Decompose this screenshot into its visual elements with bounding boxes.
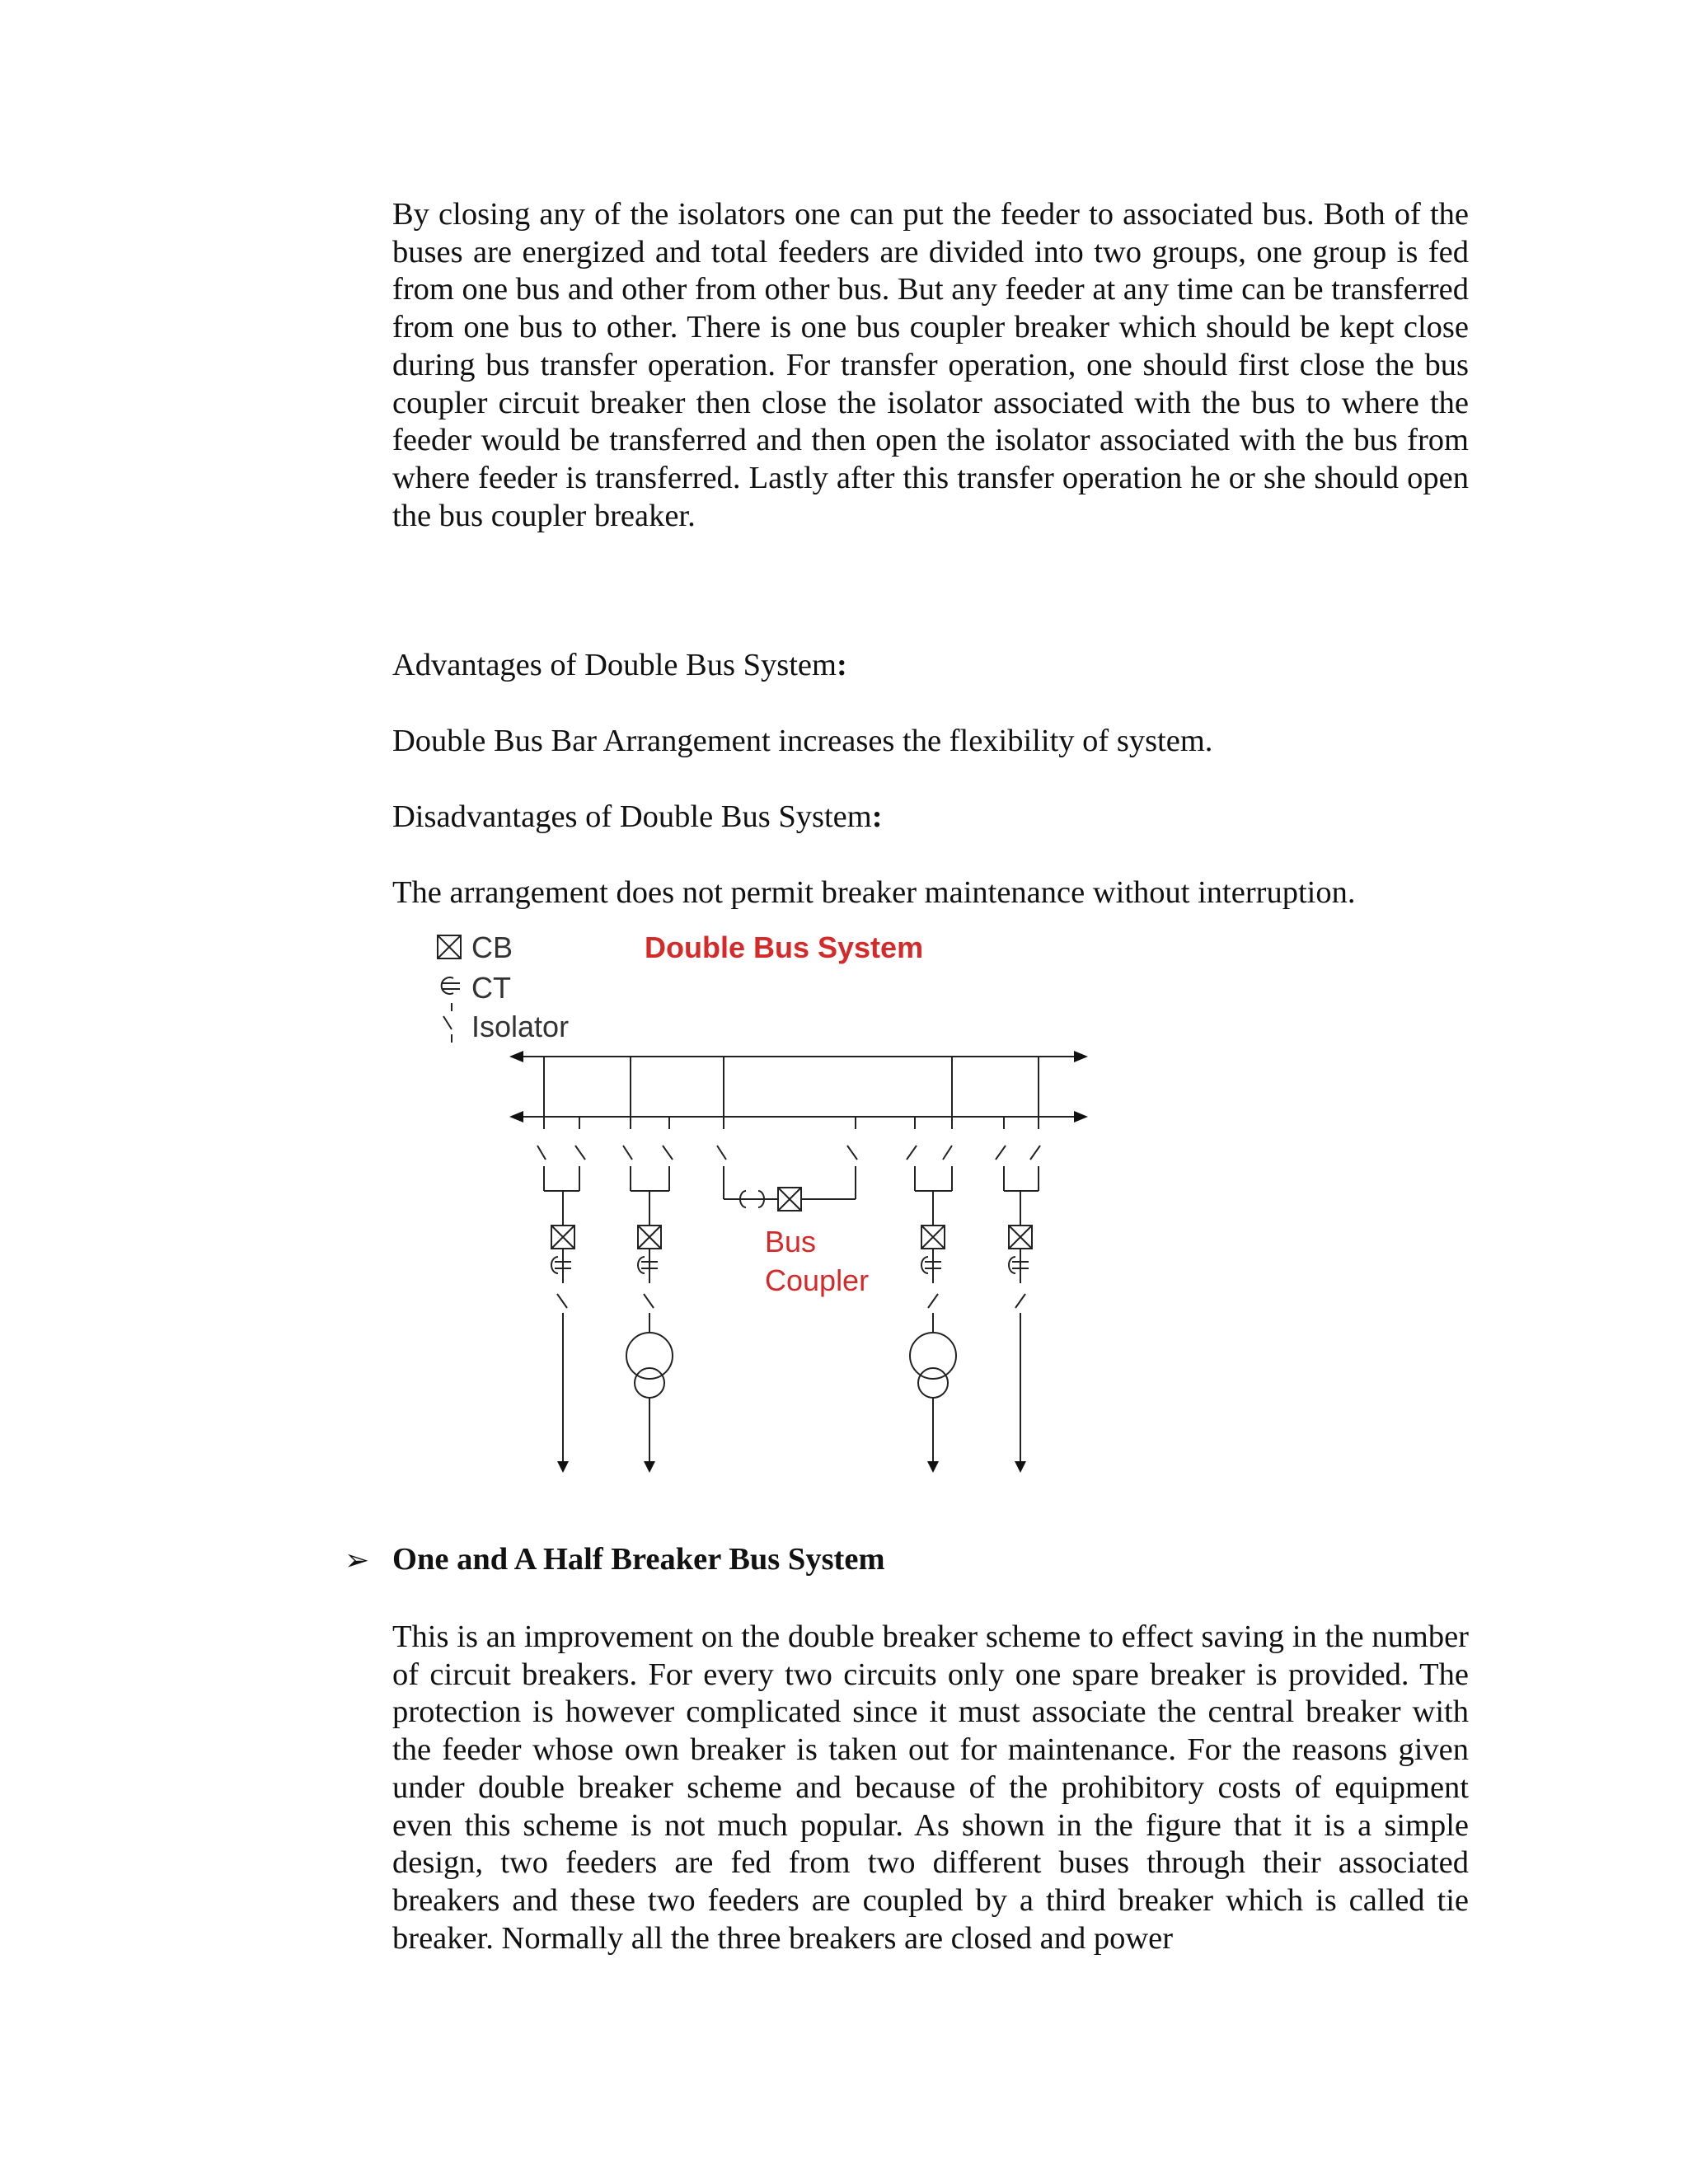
paragraph-bus-transfer: By closing any of the isolators one can put the feeder to associated bus. Both of the buses are energized and total feeders are divided into two groups, one group is fed from one bus and other from other bus. But any feeder at any time can be transferred from one bus to other. There is one bus coupler breaker which should be kept close during bus transfer operation. For transfer operation, one should first close the bus coupler circuit breaker then close the isolator associated with the bus to where the feeder would be transferred and then open the isolator associated with the bus from where feeder is transferred. Lastly after this transfer operation he or she should open the bus coupler breaker.	[392, 197, 1469, 533]
section-bullet: ➢	[345, 1544, 370, 1577]
disadvantages-colon: :	[871, 799, 883, 834]
disadvantages-label: Disadvantages of Double Bus System	[392, 799, 872, 834]
bus-coupler-bay	[717, 1057, 857, 1211]
bus-bar-2	[509, 1111, 1088, 1122]
legend-ct: CT	[471, 971, 511, 1005]
cb-legend-icon	[438, 935, 461, 958]
isolator-legend-icon	[443, 1003, 452, 1043]
ct-legend-icon	[442, 977, 460, 994]
bus-bar-1	[509, 1051, 1088, 1062]
section-title: One and A Half Breaker Bus System	[392, 1542, 885, 1577]
advantages-colon: :	[836, 648, 847, 682]
advantages-label: Advantages of Double Bus System	[392, 648, 837, 682]
bus-coupler-label-line2: Coupler	[765, 1263, 870, 1297]
paragraph-one-and-half-breaker: This is an improvement on the double breaker scheme to effect saving in the number of circuit breakers. For every two circuits only one spare breaker is provided. The protection is however complicated since it must associate the central breaker with the feeder whose own breaker is taken out for maintenance. For the reasons given under double breaker scheme and because of the prohibitory costs of equipment even this scheme is not much popular. As shown in the figure that it is a simple design, two feeders are fed from two different buses through their associated breakers and these two feeders are coupled by a third breaker which is called tie breaker. Normally all the three breakers are closed and power	[392, 1619, 1469, 1956]
disadvantages-heading	[392, 799, 883, 835]
diagram-title: Double Bus System	[645, 930, 924, 964]
advantages-text: Double Bus Bar Arrangement increases the flexibility of system.	[392, 724, 1213, 758]
double-bus-system-diagram	[412, 919, 1104, 1496]
bus-coupler-label-line1: Bus	[765, 1225, 817, 1258]
legend-cb: CB	[471, 930, 513, 964]
advantages-heading	[392, 647, 847, 683]
disadvantages-text: The arrangement does not permit breaker maintenance without interruption.	[392, 875, 1356, 910]
legend-isolator: Isolator	[471, 1010, 570, 1043]
legend	[438, 930, 569, 1043]
